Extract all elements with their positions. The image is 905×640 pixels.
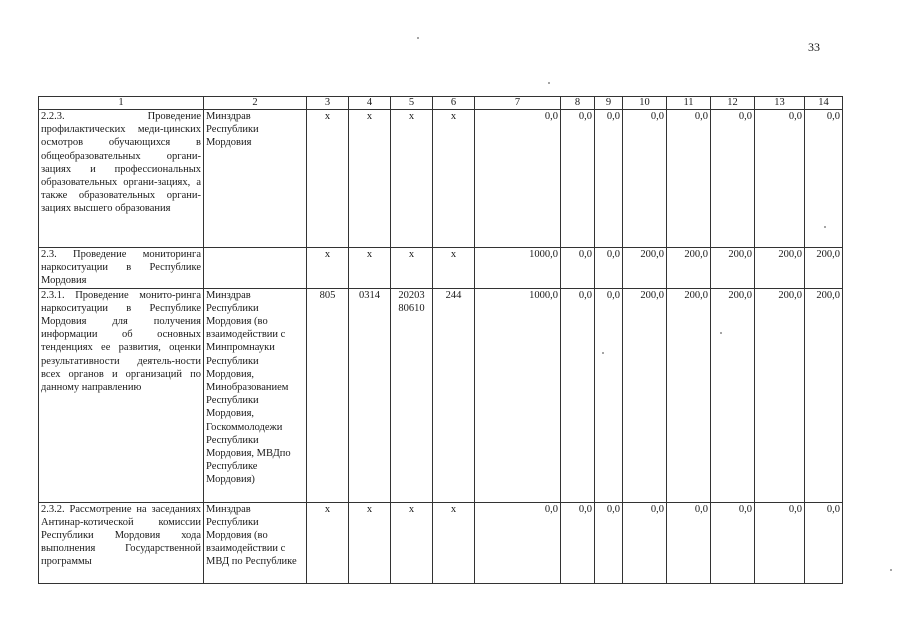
scan-speck (824, 226, 826, 228)
value-cell: 1000,0 (475, 248, 561, 289)
value-cell: 200,0 (623, 248, 667, 289)
value-cell: x (349, 502, 391, 583)
header-cell-10: 10 (623, 97, 667, 110)
value-cell: 0,0 (475, 502, 561, 583)
value-cell: x (349, 248, 391, 289)
value-cell: 244 (433, 288, 475, 502)
value-cell: x (349, 110, 391, 248)
header-cell-7: 7 (475, 97, 561, 110)
header-cell-5: 5 (391, 97, 433, 110)
value-cell: 200,0 (755, 248, 805, 289)
value-cell: 0,0 (595, 248, 623, 289)
value-cell: x (391, 502, 433, 583)
value-cell: 0,0 (595, 110, 623, 248)
value-cell: x (433, 110, 475, 248)
scan-speck (720, 332, 722, 334)
value-cell: 0314 (349, 288, 391, 502)
value-cell: 0,0 (755, 502, 805, 583)
value-cell: 805 (307, 288, 349, 502)
table-row (39, 110, 843, 248)
budget-table (38, 96, 843, 584)
value-cell: 0,0 (475, 110, 561, 248)
page-number: 33 (808, 40, 820, 54)
value-cell: 1000,0 (475, 288, 561, 502)
value-cell: x (307, 248, 349, 289)
table-row (39, 248, 843, 289)
value-cell: 200,0 (667, 248, 711, 289)
value-cell: 0,0 (595, 502, 623, 583)
value-cell: x (307, 110, 349, 248)
value-cell: 0,0 (711, 110, 755, 248)
activity-cell: 2.3. Проведение мониторинга наркоситуации в Республике Мордовия (39, 248, 204, 289)
value-cell: x (307, 502, 349, 583)
value-cell: 200,0 (711, 288, 755, 502)
header-cell-14: 14 (805, 97, 843, 110)
scan-speck (417, 37, 419, 39)
value-cell: 0,0 (623, 502, 667, 583)
activity-cell: 2.3.1. Проведение монито-ринга наркоситуации в Республике Мордовия для получения информации об основных тенденциях ее развития, оценки результативности деятель-ности всех органов и организаций по данному направлению (39, 288, 204, 502)
value-cell: 0,0 (623, 110, 667, 248)
executor-cell: Минздрав Республики Мордовия (204, 110, 307, 248)
executor-cell: Минздрав Республики Мордовия (во взаимодействии с Минпромнауки Республики Мордовия, Минобразованием Республики Мордовия, Госкоммолодежи Республики Мордовия, МВДпо Республике Мордовия) (204, 288, 307, 502)
value-cell: 200,0 (805, 248, 843, 289)
table-row (39, 502, 843, 583)
value-cell: 0,0 (561, 288, 595, 502)
header-cell-13: 13 (755, 97, 805, 110)
value-cell: 0,0 (805, 502, 843, 583)
header-cell-8: 8 (561, 97, 595, 110)
activity-cell: 2.2.3. Проведение профилактических меди-цинских осмотров обучающихся в общеобразовательных органи-зациях и профессиональных образовательных органи-зациях, а также образовательных органи-зациях высшего образования (39, 110, 204, 248)
table-row (39, 288, 843, 502)
executor-cell: Минздрав Республики Мордовия (во взаимодействии с МВД по Республике (204, 502, 307, 583)
value-cell: 0,0 (711, 502, 755, 583)
value-cell: 200,0 (623, 288, 667, 502)
header-row (39, 97, 843, 110)
value-cell: 0,0 (561, 248, 595, 289)
value-cell: 200,0 (755, 288, 805, 502)
value-cell: 200,0 (805, 288, 843, 502)
header-cell-3: 3 (307, 97, 349, 110)
value-cell: 0,0 (805, 110, 843, 248)
scan-speck (548, 82, 550, 84)
header-cell-12: 12 (711, 97, 755, 110)
header-cell-2: 2 (204, 97, 307, 110)
header-cell-4: 4 (349, 97, 391, 110)
value-cell: 0,0 (561, 110, 595, 248)
header-cell-11: 11 (667, 97, 711, 110)
value-cell: 20203 80610 (391, 288, 433, 502)
value-cell: 0,0 (755, 110, 805, 248)
scan-speck (890, 569, 892, 571)
activity-cell: 2.3.2. Рассмотрение на заседаниях Антинар-котической комиссии Республики Мордовия хода выполнения Государственной программы (39, 502, 204, 583)
value-cell: 0,0 (561, 502, 595, 583)
value-cell: 0,0 (595, 288, 623, 502)
value-cell: x (433, 502, 475, 583)
value-cell: 0,0 (667, 502, 711, 583)
value-cell: x (433, 248, 475, 289)
executor-cell (204, 248, 307, 289)
value-cell: 0,0 (667, 110, 711, 248)
header-cell-6: 6 (433, 97, 475, 110)
scan-speck (602, 352, 604, 354)
header-cell-9: 9 (595, 97, 623, 110)
value-cell: 200,0 (711, 248, 755, 289)
value-cell: 200,0 (667, 288, 711, 502)
value-cell: x (391, 110, 433, 248)
value-cell: x (391, 248, 433, 289)
header-cell-1: 1 (39, 97, 204, 110)
